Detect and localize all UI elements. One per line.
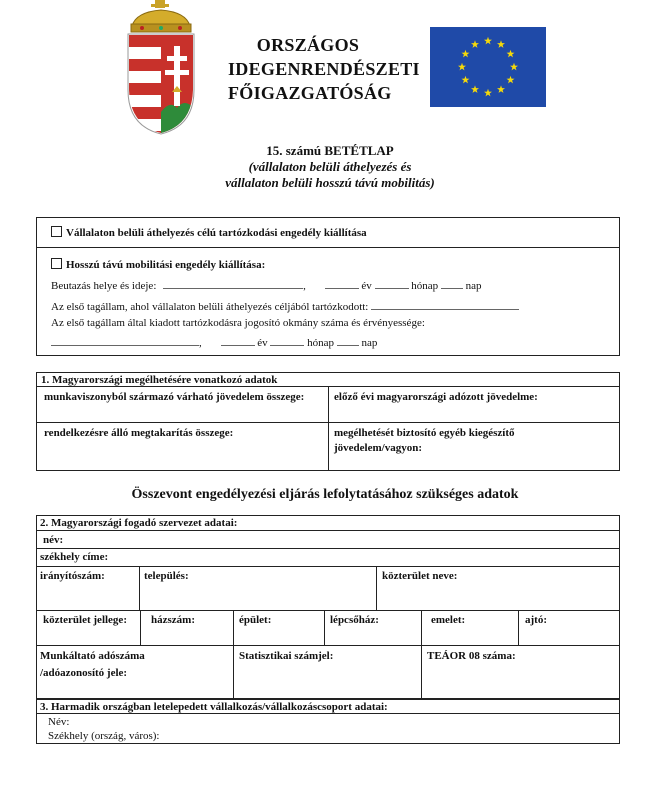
building-label[interactable]: épület: [239,614,272,626]
street-name-label[interactable]: közterület neve: [382,570,458,582]
employer-tax-label-line2: /adóazonosító jele: [40,667,128,679]
divider [518,610,519,645]
divider [139,566,140,610]
document-label: Az első tagállam által kiadott tartózkodásra jogosító okmány száma és érvényessége: [51,317,425,329]
staircase-label[interactable]: lépcsőház: [330,614,379,626]
option-ict-permit-label: Vállalaton belüli áthelyezés célú tartózkodási engedély kiállítása [66,227,367,239]
third-country-name-label[interactable]: Név: [48,716,70,728]
agency-name-line2: IDEGENRENDÉSZETI [228,59,420,79]
divider [421,645,422,699]
divider [36,548,620,549]
agency-name [228,33,420,105]
document-row: , év hónap nap [51,336,377,349]
street-type-label[interactable]: közterület jellege: [43,614,127,626]
agency-name-line3: FŐIGAZGATÓSÁG [228,83,392,103]
house-number-label[interactable]: házszám: [151,614,195,626]
checkbox-mobility-permit[interactable] [51,258,62,269]
zip-label[interactable]: irányítószám: [40,570,105,582]
host-seat-label[interactable]: székhely címe: [40,551,109,563]
combined-procedure-heading: Összevont engedélyezési eljárás lefolytatásához szükséges adatok [131,487,519,502]
document-month-field[interactable] [270,336,304,346]
entry-year-field[interactable] [325,279,359,289]
divider [36,247,620,248]
divider [328,386,329,471]
other-income-label-line1[interactable]: megélhetését biztosító egyéb kiegészítő [334,427,515,439]
floor-label[interactable]: emelet: [431,614,466,626]
hungarian-coat-of-arms-logo [122,0,200,136]
document-year-label: év [257,337,268,349]
form-title: 15. számú BETÉTLAP [266,143,394,158]
door-label[interactable]: ajtó: [525,614,547,626]
divider [140,610,141,645]
document-day-field[interactable] [337,336,359,346]
statistical-number-label[interactable]: Statisztikai számjel: [239,650,334,662]
divider [36,530,620,531]
entry-label: Beutazás helye és ideje: [51,280,157,292]
document-year-field[interactable] [221,336,255,346]
first-member-state-label: Az első tagállam, ahol vállalaton belüli áthelyezés céljából tartózkodott: [51,301,369,313]
teaor-label[interactable]: TEÁOR 08 száma: [427,650,516,662]
document-number-field[interactable] [51,336,199,346]
divider [421,610,422,645]
form-title-block [150,143,510,191]
divider [233,610,234,645]
divider [36,713,620,714]
form-subtitle-line2: vállalaton belüli hosszú távú mobilitás) [225,175,435,190]
prev-income-label[interactable]: előző évi magyarországi adózott jövedelme: [334,391,538,403]
divider [233,645,234,699]
host-name-label[interactable]: név: [43,534,64,546]
form-subtitle-line1: (vállalaton belüli áthelyezés és [248,159,412,174]
document-month-label: hónap [307,337,335,349]
entry-year-label: év [361,280,372,292]
option-mobility-permit-label: Hosszú távú mobilitási engedély kiállítása: [66,259,266,271]
option-mobility-permit[interactable] [51,258,265,271]
entry-place-field[interactable] [163,279,303,289]
income-label[interactable]: munkaviszonyból származó várható jövedelem összege: [44,391,305,403]
first-member-state-row [51,300,519,313]
entry-row: Beutazás helye és ideje: , év hónap nap [51,280,482,292]
city-label[interactable]: település: [144,570,189,582]
other-income-label-line2: jövedelem/vagyon: [334,442,422,454]
employer-tax-label-line1[interactable]: Munkáltató adószáma [40,650,145,662]
option-ict-permit[interactable] [51,226,367,239]
divider [36,645,620,646]
checkbox-ict-permit[interactable] [51,226,62,237]
section1-heading: 1. Magyarországi megélhetésére vonatkozó adatok [41,374,278,386]
entry-month-field[interactable] [375,279,409,289]
divider [324,610,325,645]
entry-day-label: nap [465,280,482,292]
document-day-label: nap [361,337,378,349]
third-country-seat-label[interactable]: Székhely (ország, város): [48,730,160,742]
divider [376,566,377,610]
divider [36,566,620,567]
eu-flag-logo [430,27,546,107]
section3-heading: 3. Harmadik országban letelepedett vállalkozás/vállalkozáscsoport adatai: [40,701,388,713]
section2-heading: 2. Magyarországi fogadó szervezet adatai: [40,517,238,529]
agency-name-line1: ORSZÁGOS [256,35,360,55]
savings-label[interactable]: rendelkezésre álló megtakarítás összege: [44,427,234,439]
divider [36,610,620,611]
entry-month-label: hónap [411,280,439,292]
entry-day-field[interactable] [441,279,463,289]
first-member-state-field[interactable] [371,300,519,310]
